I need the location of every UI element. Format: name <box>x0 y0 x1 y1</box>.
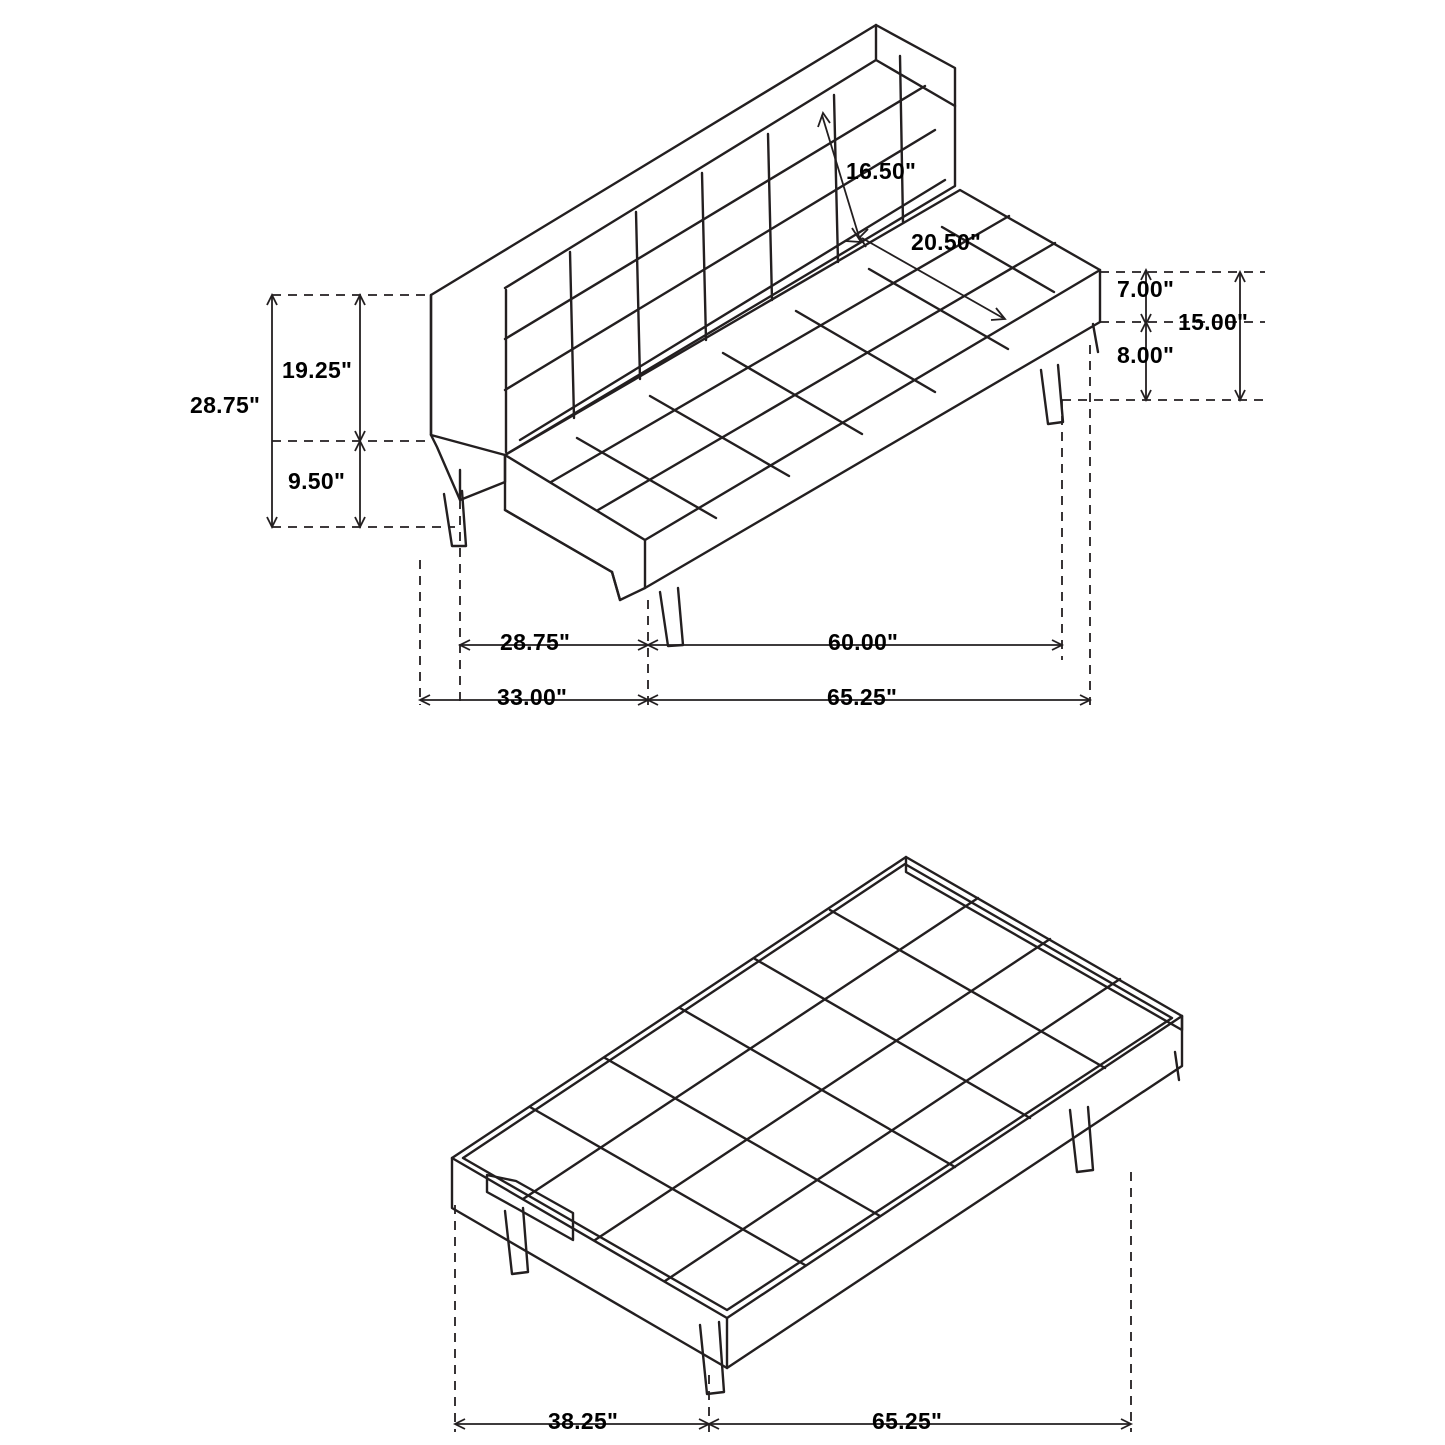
dim-label-bed-depth: 38.25" <box>548 1408 619 1434</box>
dim-label-overall-height: 28.75" <box>190 392 261 418</box>
extension-lines-bottom <box>460 400 1062 705</box>
dim-label-overall-seat-height: 15.00" <box>1178 309 1249 335</box>
dim-line-2875-height <box>267 295 277 527</box>
dim-label-seat-depth: 20.50" <box>911 229 982 255</box>
dim-label-arm-to-seat-height: 7.00" <box>1117 276 1175 302</box>
dim-label-depth-inner: 28.75" <box>500 629 571 655</box>
dim-label-overall-depth: 33.00" <box>497 684 568 710</box>
dim-label-bed-width: 65.25" <box>872 1408 943 1434</box>
dim-label-seat-height-floor: 9.50" <box>288 468 346 494</box>
dim-line-1925 <box>355 295 365 441</box>
dim-line-15 <box>1235 272 1245 400</box>
dim-label-back-height-above-seat: 16.50" <box>846 158 917 184</box>
sofa-upright-illustration <box>431 25 1100 646</box>
dim-label-back-height-from-floor: 19.25" <box>282 357 353 383</box>
sofa-flat-illustration <box>452 857 1182 1394</box>
dim-line-950 <box>355 441 365 527</box>
dim-label-width-inner: 60.00" <box>828 629 899 655</box>
dim-label-overall-width: 65.25" <box>827 684 898 710</box>
dim-label-seat-height: 8.00" <box>1117 342 1175 368</box>
